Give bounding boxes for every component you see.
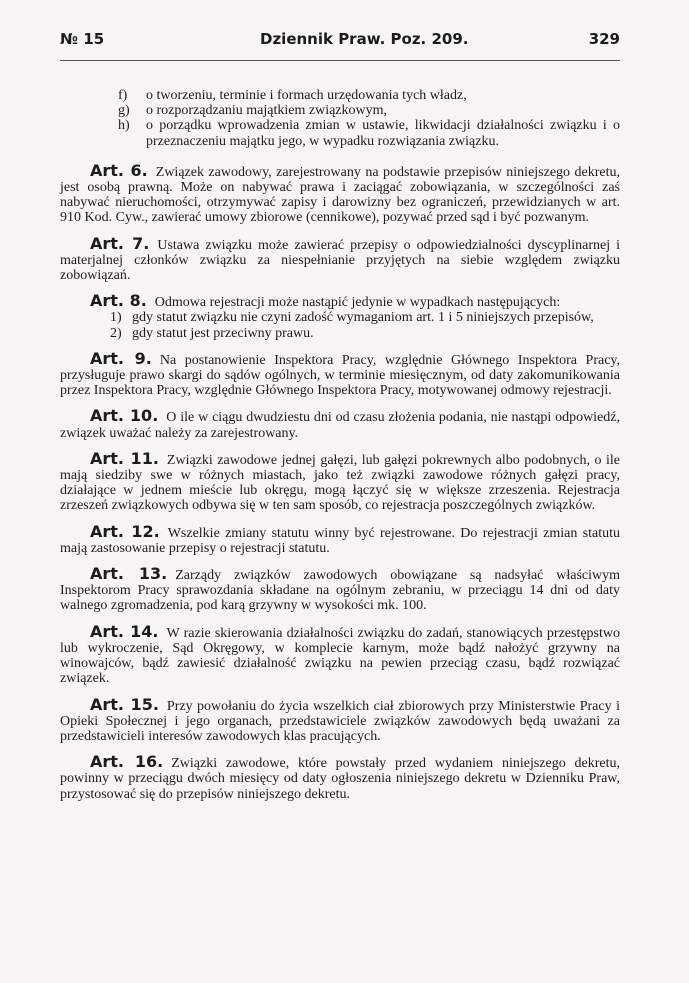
article-label: Art. 13. [90,564,168,584]
list-item [60,118,620,148]
article-label: Art. 15. [90,694,159,714]
article-text: Związek zawodowy, zarejestrowany na podstawie przepisów niniejszego dekretu, jest osobą prawną. Może on nabywać prawa i zaciągać zobowiązania, w szczególności zaś nabywać nieruchomości, otrzymywać zapisy i darowizny bez ograniczeń, przewidzianych w art. 910 Kod. Cyw., zawierać umowy zbiorowe (cennikowe), pozywać przed sąd i być pozwanym. [60,164,621,226]
article-11 [60,448,620,514]
list-marker: h) [118,118,130,134]
list-item [60,88,620,103]
article-text: Odmowa rejestracji może nastąpić jedynie w wypadkach następujących: [154,295,561,311]
article-label: Art. 11. [90,448,159,468]
list-text: o rozporządzaniu majątkiem związkowym, [146,103,388,119]
continued-list [60,88,620,149]
article-14 [60,621,620,687]
article-text: Związki zawodowe jednej gałęzi, lub gałęzi pokrewnych albo podobnych, o ile mają siedziby swe w różnych miastach, jako też związki zawodowe różnych gałęzi pracy, działające w jednem mieście lub okręgu, mogą łączyć się w większe zrzeszenia. Rejestracja zrzeszeń związkowych odbywa się w ten sam sposób, co rejestracja poszczególnych związków. [60,452,620,514]
article-text: Zarządy związków zawodowych obowiązane są nadsyłać właściwym Inspektorom Pracy sprawozdania składane na ogólnym zebraniu, w przeciągu 14 dni od daty walnego zgromadzenia, pod karą grzywny w wysokości mk. 100. [60,568,620,614]
article-text: W razie skierowania działalności związku do zadań, stanowiących przestępstwo lub wykroczenie, Sąd Okręgowy, w komplecie karnym, może bądź nałożyć grzywny na winowajców, bądź zawiesić działalność związku na pewien przeciąg czasu, bądź rozwiązać związek. [60,625,620,687]
article-label: Art. 10. [90,406,159,426]
list-marker: f) [118,88,128,103]
article-15 [60,694,620,745]
article-text: Związki zawodowe, które powstały przed wydaniem niniejszego dekretu, powinny w przeciągu dwóch miesięcy od daty ogłoszenia niniejszego dekretu w Dzienniku Praw, przystosować się do przepisów niniejszego dekretu. [60,756,620,802]
header-divider [60,60,620,61]
article-label: Art. 14. [90,621,159,641]
point-text: gdy statut jest przeciwny prawu. [132,325,314,341]
article-label: Art. 16. [90,752,164,772]
document-body [60,88,620,812]
article-12 [60,521,620,556]
article-label: Art. 6. [90,160,148,180]
point-marker: 1) [110,310,122,326]
article-8 [60,293,620,341]
list-text: o porządku wprowadzenia zmian w ustawie, likwidacji działalności związku i o przeznaczeniu majątku jego, w wypadku rozwiązania związku. [146,118,620,149]
journal-title: Dziennik Praw. Poz. 209. [260,30,469,48]
list-text: o tworzeniu, terminie i formach urzędowania tych władz, [146,88,467,103]
article-6 [60,160,621,226]
list-item [60,103,620,118]
article-7 [60,233,621,284]
page-header [60,30,620,54]
article-text: Wszelkie zmiany statutu winny być rejestrowane. Do rejestracji zmian statutu mają zastosowanie przepisy o rejestracji statutu. [60,525,620,556]
point-text: gdy statut związku nie czyni zadość wymaganiom art. 1 i 5 niniejszych przepisów, [132,310,594,326]
issue-number: № 15 [60,30,105,48]
article-16 [60,754,620,802]
article-point [60,310,620,325]
article-13 [60,566,620,614]
article-label: Art. 8. [90,291,147,311]
article-label: Art. 9. [90,348,152,368]
article-8-heading [60,293,620,310]
article-point [60,326,620,341]
article-text: Ustawa związku może zawierać przepisy o odpowiedzialności dyscyplinarnej i materjalnej członków związku za niespełnianie przyjętych na siebie względem związku zobowiązań. [60,237,621,284]
page-number: 329 [588,30,620,48]
list-marker: g) [118,103,130,119]
article-label: Art. 12. [90,521,160,541]
article-text: O ile w ciągu dwudziestu dni od czasu złożenia podania, nie nastąpi odpowiedź, związek uważać należy za zarejestrowany. [60,410,620,441]
article-9 [60,348,620,399]
article-text: Przy powołaniu do życia wszelkich ciał zbiorowych przy Ministerstwie Pracy i Opieki Społecznej i jego organach, przedstawiciele związków zawodowych będą uważani za przedstawicieli interesów zawodowych klas pracujących. [60,698,620,744]
article-label: Art. 7. [90,233,150,253]
article-10 [60,408,620,440]
point-marker: 2) [110,325,122,341]
article-text: Na postanowienie Inspektora Pracy, względnie Głównego Inspektora Pracy, przysługuje prawo skargi do sądów ogólnych, w terminie miesięcznym, od daty zakomunikowania przez Inspektora Pracy, względnie Głównego Inspektora Pracy, motywowanej odmowy rejestracji. [60,352,620,399]
